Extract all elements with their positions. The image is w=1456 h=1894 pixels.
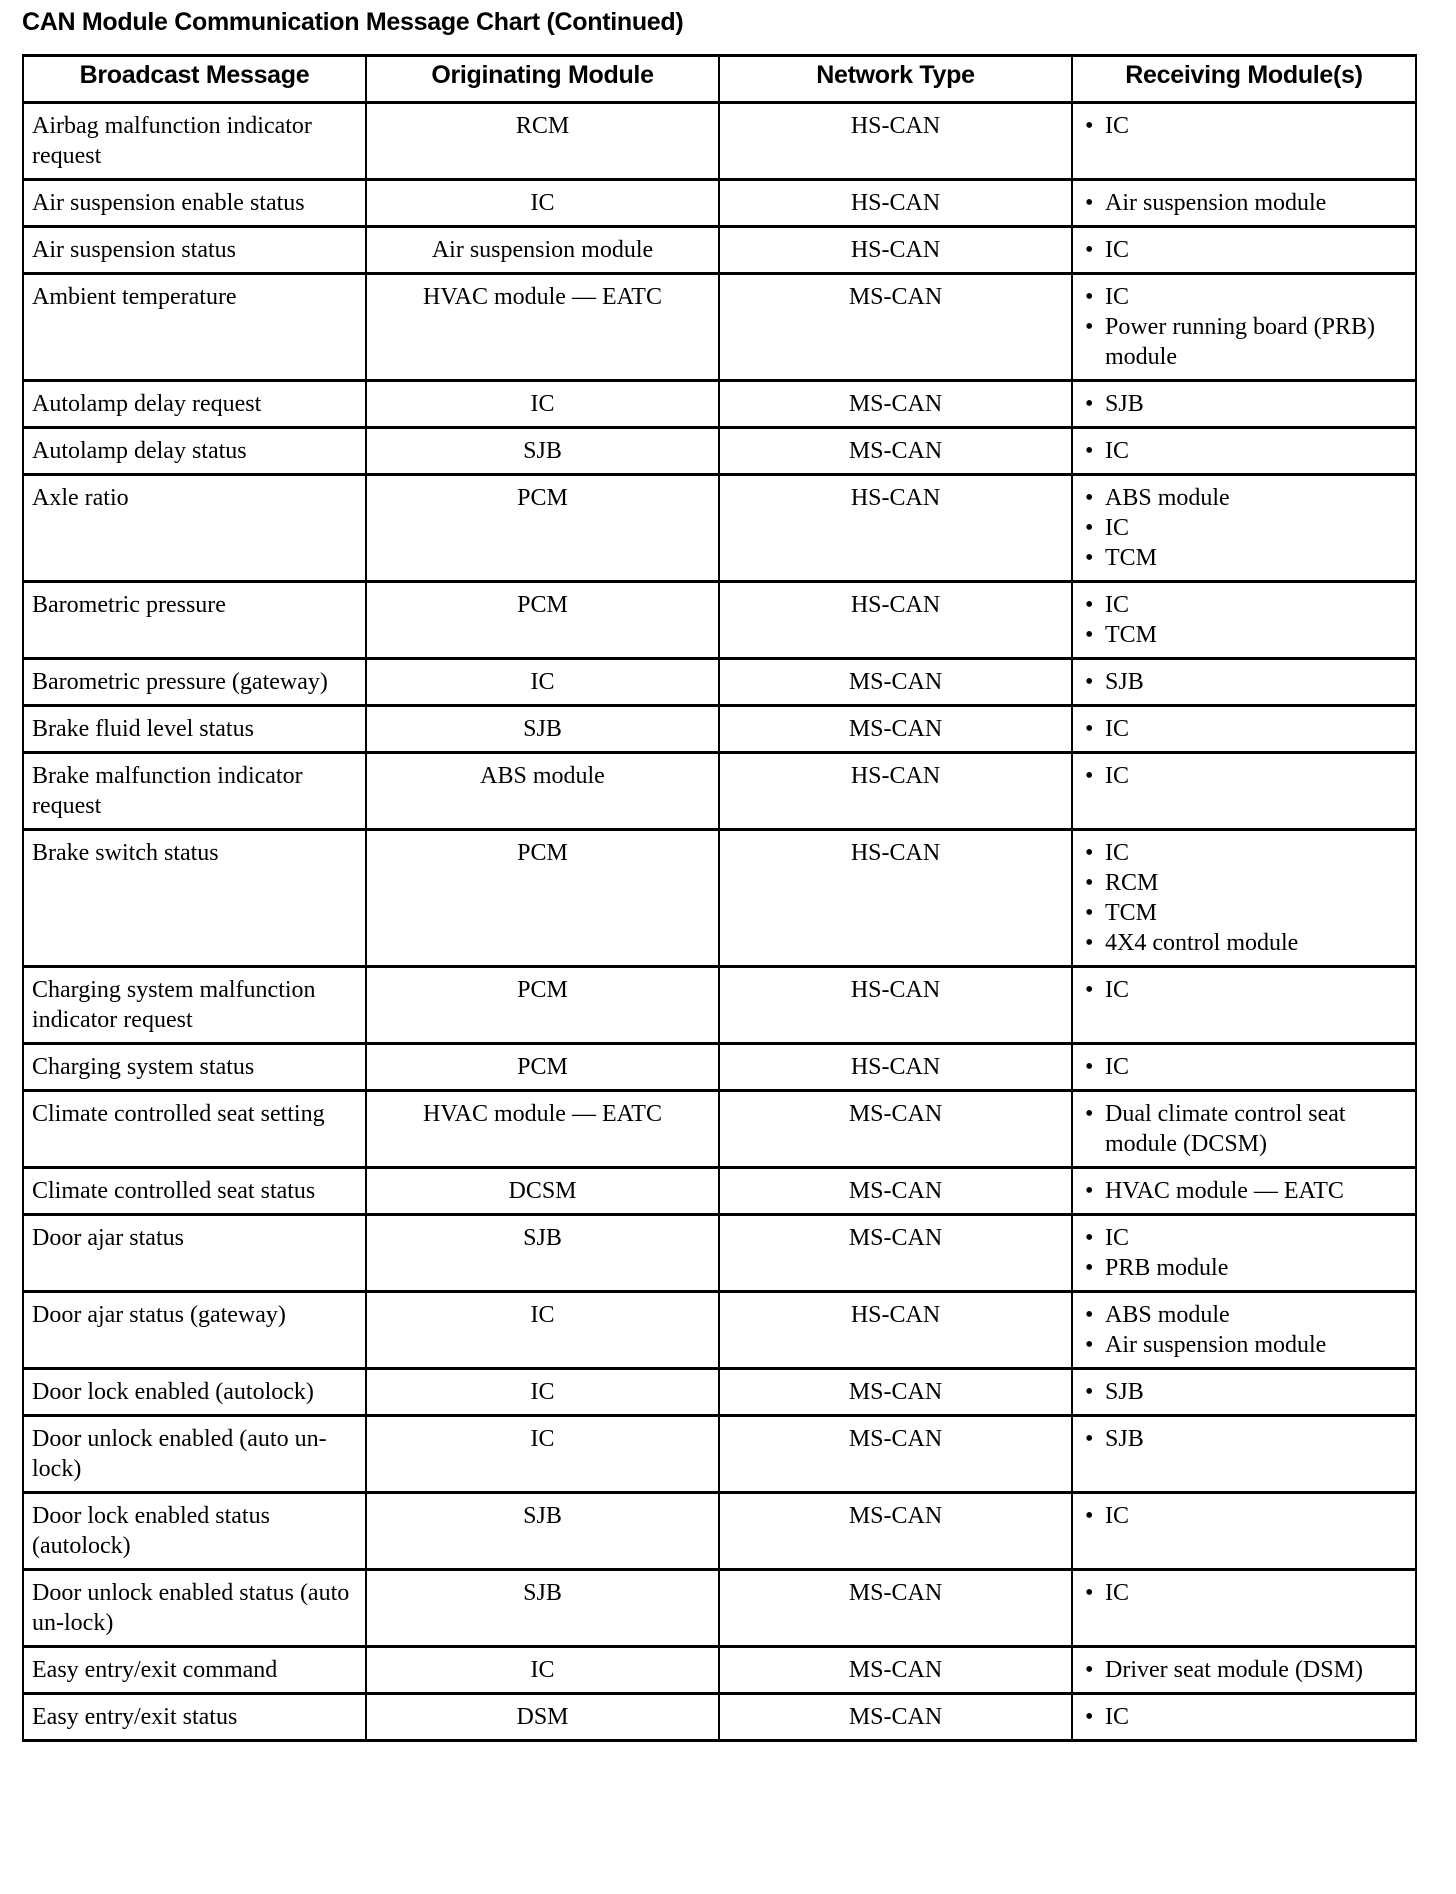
broadcast-message-cell: Brake fluid level status	[23, 706, 366, 753]
header-broadcast-message: Broadcast Message	[23, 56, 366, 103]
receiving-modules-list	[1081, 1424, 1407, 1454]
broadcast-message-cell: Autolamp delay status	[23, 428, 366, 475]
receiving-module-item: • TCM	[1081, 620, 1407, 650]
receiving-modules-cell	[1072, 1369, 1416, 1416]
table-row	[23, 227, 1416, 274]
table-row	[23, 428, 1416, 475]
receiving-modules-cell	[1072, 1091, 1416, 1168]
network-type-cell: HS-CAN	[719, 475, 1072, 582]
receiving-module-item: • IC	[1081, 282, 1407, 312]
receiving-modules-list	[1081, 1377, 1407, 1407]
table-row	[23, 1493, 1416, 1570]
receiving-modules-list	[1081, 1501, 1407, 1531]
broadcast-message-cell: Barometric pressure	[23, 582, 366, 659]
receiving-module-item: • TCM	[1081, 898, 1407, 928]
originating-module-cell: IC	[366, 1647, 719, 1694]
receiving-modules-cell	[1072, 227, 1416, 274]
network-type-cell: HS-CAN	[719, 967, 1072, 1044]
network-type-cell: MS-CAN	[719, 659, 1072, 706]
network-type-cell: MS-CAN	[719, 1215, 1072, 1292]
broadcast-message-cell: Door ajar status	[23, 1215, 366, 1292]
originating-module-cell: PCM	[366, 830, 719, 967]
table-row	[23, 659, 1416, 706]
originating-module-cell: DSM	[366, 1694, 719, 1741]
receiving-modules-list	[1081, 389, 1407, 419]
originating-module-cell: HVAC module — EATC	[366, 274, 719, 381]
originating-module-cell: SJB	[366, 428, 719, 475]
receiving-modules-list	[1081, 1702, 1407, 1732]
originating-module-cell: IC	[366, 659, 719, 706]
receiving-modules-list	[1081, 761, 1407, 791]
broadcast-message-cell: Climate controlled seat status	[23, 1168, 366, 1215]
receiving-module-item: • IC	[1081, 111, 1407, 141]
broadcast-message-cell: Easy entry/exit command	[23, 1647, 366, 1694]
originating-module-cell: PCM	[366, 1044, 719, 1091]
broadcast-message-cell: Door lock enabled (autolock)	[23, 1369, 366, 1416]
receiving-module-item: • RCM	[1081, 868, 1407, 898]
receiving-modules-cell	[1072, 1044, 1416, 1091]
table-row	[23, 1647, 1416, 1694]
receiving-modules-list	[1081, 188, 1407, 218]
receiving-modules-list	[1081, 1655, 1407, 1685]
broadcast-message-cell: Air suspension status	[23, 227, 366, 274]
receiving-modules-cell	[1072, 475, 1416, 582]
network-type-cell: HS-CAN	[719, 227, 1072, 274]
network-type-cell: MS-CAN	[719, 1694, 1072, 1741]
table-row	[23, 274, 1416, 381]
table-row	[23, 1091, 1416, 1168]
broadcast-message-cell: Easy entry/exit status	[23, 1694, 366, 1741]
table-row	[23, 706, 1416, 753]
receiving-module-item: • Power running board (PRB) module	[1081, 312, 1407, 372]
receiving-modules-cell	[1072, 1292, 1416, 1369]
originating-module-cell: IC	[366, 1292, 719, 1369]
receiving-module-item: • Air suspension module	[1081, 188, 1407, 218]
table-row	[23, 582, 1416, 659]
receiving-modules-list	[1081, 282, 1407, 372]
receiving-module-item: • SJB	[1081, 389, 1407, 419]
receiving-module-item: • HVAC module — EATC	[1081, 1176, 1407, 1206]
receiving-module-item: • Driver seat module (DSM)	[1081, 1655, 1407, 1685]
receiving-modules-list	[1081, 1578, 1407, 1608]
originating-module-cell: IC	[366, 381, 719, 428]
receiving-modules-list	[1081, 1099, 1407, 1159]
receiving-modules-list	[1081, 838, 1407, 958]
table-row	[23, 1292, 1416, 1369]
receiving-module-item: • 4X4 control module	[1081, 928, 1407, 958]
receiving-modules-cell	[1072, 1570, 1416, 1647]
network-type-cell: MS-CAN	[719, 1647, 1072, 1694]
originating-module-cell: SJB	[366, 1570, 719, 1647]
receiving-modules-cell	[1072, 753, 1416, 830]
table-row	[23, 1168, 1416, 1215]
network-type-cell: HS-CAN	[719, 180, 1072, 227]
receiving-modules-list	[1081, 1052, 1407, 1082]
network-type-cell: HS-CAN	[719, 753, 1072, 830]
originating-module-cell: SJB	[366, 1493, 719, 1570]
broadcast-message-cell: Climate controlled seat setting	[23, 1091, 366, 1168]
network-type-cell: MS-CAN	[719, 1369, 1072, 1416]
originating-module-cell: IC	[366, 1369, 719, 1416]
table-row	[23, 180, 1416, 227]
receiving-modules-cell	[1072, 381, 1416, 428]
table-row	[23, 1044, 1416, 1091]
network-type-cell: MS-CAN	[719, 1168, 1072, 1215]
receiving-modules-cell	[1072, 967, 1416, 1044]
originating-module-cell: PCM	[366, 582, 719, 659]
header-network-type: Network Type	[719, 56, 1072, 103]
receiving-modules-list	[1081, 111, 1407, 141]
network-type-cell: MS-CAN	[719, 706, 1072, 753]
table-row	[23, 1694, 1416, 1741]
table-row	[23, 1416, 1416, 1493]
table-row	[23, 381, 1416, 428]
receiving-module-item: • IC	[1081, 714, 1407, 744]
network-type-cell: HS-CAN	[719, 103, 1072, 180]
table-row	[23, 753, 1416, 830]
receiving-modules-cell	[1072, 274, 1416, 381]
receiving-modules-list	[1081, 667, 1407, 697]
receiving-modules-cell	[1072, 180, 1416, 227]
receiving-modules-cell	[1072, 1493, 1416, 1570]
table-body	[23, 103, 1416, 1741]
network-type-cell: MS-CAN	[719, 1416, 1072, 1493]
table-row	[23, 967, 1416, 1044]
receiving-module-item: • SJB	[1081, 1377, 1407, 1407]
broadcast-message-cell: Door unlock enabled (auto un-lock)	[23, 1416, 366, 1493]
originating-module-cell: IC	[366, 1416, 719, 1493]
can-message-table	[22, 54, 1417, 1742]
receiving-modules-cell	[1072, 103, 1416, 180]
receiving-modules-cell	[1072, 830, 1416, 967]
receiving-module-item: • TCM	[1081, 543, 1407, 573]
page-title: CAN Module Communication Message Chart (Continued)	[22, 8, 684, 36]
receiving-modules-list	[1081, 436, 1407, 466]
receiving-module-item: • IC	[1081, 1052, 1407, 1082]
receiving-modules-cell	[1072, 582, 1416, 659]
originating-module-cell: DCSM	[366, 1168, 719, 1215]
table-header-row	[23, 56, 1416, 103]
receiving-modules-cell	[1072, 706, 1416, 753]
network-type-cell: MS-CAN	[719, 274, 1072, 381]
broadcast-message-cell: Brake switch status	[23, 830, 366, 967]
broadcast-message-cell: Door ajar status (gateway)	[23, 1292, 366, 1369]
receiving-modules-cell	[1072, 1168, 1416, 1215]
broadcast-message-cell: Brake malfunction indicator request	[23, 753, 366, 830]
receiving-module-item: • IC	[1081, 1702, 1407, 1732]
originating-module-cell: SJB	[366, 706, 719, 753]
receiving-modules-list	[1081, 1300, 1407, 1360]
network-type-cell: HS-CAN	[719, 1044, 1072, 1091]
receiving-module-item: • IC	[1081, 436, 1407, 466]
network-type-cell: MS-CAN	[719, 381, 1072, 428]
receiving-module-item: • IC	[1081, 513, 1407, 543]
originating-module-cell: HVAC module — EATC	[366, 1091, 719, 1168]
broadcast-message-cell: Autolamp delay request	[23, 381, 366, 428]
receiving-modules-list	[1081, 714, 1407, 744]
receiving-module-item: • SJB	[1081, 1424, 1407, 1454]
receiving-module-item: • IC	[1081, 1501, 1407, 1531]
receiving-modules-list	[1081, 975, 1407, 1005]
network-type-cell: MS-CAN	[719, 1091, 1072, 1168]
network-type-cell: HS-CAN	[719, 582, 1072, 659]
receiving-module-item: • IC	[1081, 761, 1407, 791]
network-type-cell: MS-CAN	[719, 428, 1072, 475]
network-type-cell: HS-CAN	[719, 1292, 1072, 1369]
broadcast-message-cell: Axle ratio	[23, 475, 366, 582]
network-type-cell: HS-CAN	[719, 830, 1072, 967]
table-row	[23, 475, 1416, 582]
receiving-module-item: • Air suspension module	[1081, 1330, 1407, 1360]
originating-module-cell: SJB	[366, 1215, 719, 1292]
header-receiving-modules: Receiving Module(s)	[1072, 56, 1416, 103]
originating-module-cell: Air suspension module	[366, 227, 719, 274]
broadcast-message-cell: Door unlock enabled status (auto un-lock)	[23, 1570, 366, 1647]
table-row	[23, 1369, 1416, 1416]
receiving-module-item: • IC	[1081, 975, 1407, 1005]
originating-module-cell: RCM	[366, 103, 719, 180]
receiving-modules-cell	[1072, 659, 1416, 706]
broadcast-message-cell: Barometric pressure (gateway)	[23, 659, 366, 706]
receiving-modules-cell	[1072, 1215, 1416, 1292]
network-type-cell: MS-CAN	[719, 1570, 1072, 1647]
receiving-module-item: • ABS module	[1081, 483, 1407, 513]
receiving-module-item: • PRB module	[1081, 1253, 1407, 1283]
broadcast-message-cell: Charging system malfunction indicator request	[23, 967, 366, 1044]
receiving-module-item: • IC	[1081, 1578, 1407, 1608]
table-row	[23, 1570, 1416, 1647]
receiving-modules-list	[1081, 235, 1407, 265]
receiving-modules-cell	[1072, 428, 1416, 475]
originating-module-cell: PCM	[366, 967, 719, 1044]
receiving-module-item: • IC	[1081, 235, 1407, 265]
table-row	[23, 103, 1416, 180]
receiving-modules-cell	[1072, 1416, 1416, 1493]
broadcast-message-cell: Airbag malfunction indicator request	[23, 103, 366, 180]
receiving-module-item: • ABS module	[1081, 1300, 1407, 1330]
originating-module-cell: PCM	[366, 475, 719, 582]
receiving-modules-list	[1081, 1176, 1407, 1206]
receiving-modules-list	[1081, 590, 1407, 650]
originating-module-cell: ABS module	[366, 753, 719, 830]
broadcast-message-cell: Door lock enabled status (autolock)	[23, 1493, 366, 1570]
receiving-module-item: • IC	[1081, 590, 1407, 620]
table-row	[23, 830, 1416, 967]
broadcast-message-cell: Ambient temperature	[23, 274, 366, 381]
receiving-module-item: • Dual climate control seat module (DCSM)	[1081, 1099, 1407, 1159]
receiving-modules-cell	[1072, 1647, 1416, 1694]
header-originating-module: Originating Module	[366, 56, 719, 103]
receiving-modules-list	[1081, 483, 1407, 573]
broadcast-message-cell: Air suspension enable status	[23, 180, 366, 227]
receiving-modules-list	[1081, 1223, 1407, 1283]
receiving-modules-cell	[1072, 1694, 1416, 1741]
table-row	[23, 1215, 1416, 1292]
network-type-cell: MS-CAN	[719, 1493, 1072, 1570]
receiving-module-item: • IC	[1081, 1223, 1407, 1253]
broadcast-message-cell: Charging system status	[23, 1044, 366, 1091]
receiving-module-item: • IC	[1081, 838, 1407, 868]
receiving-module-item: • SJB	[1081, 667, 1407, 697]
originating-module-cell: IC	[366, 180, 719, 227]
